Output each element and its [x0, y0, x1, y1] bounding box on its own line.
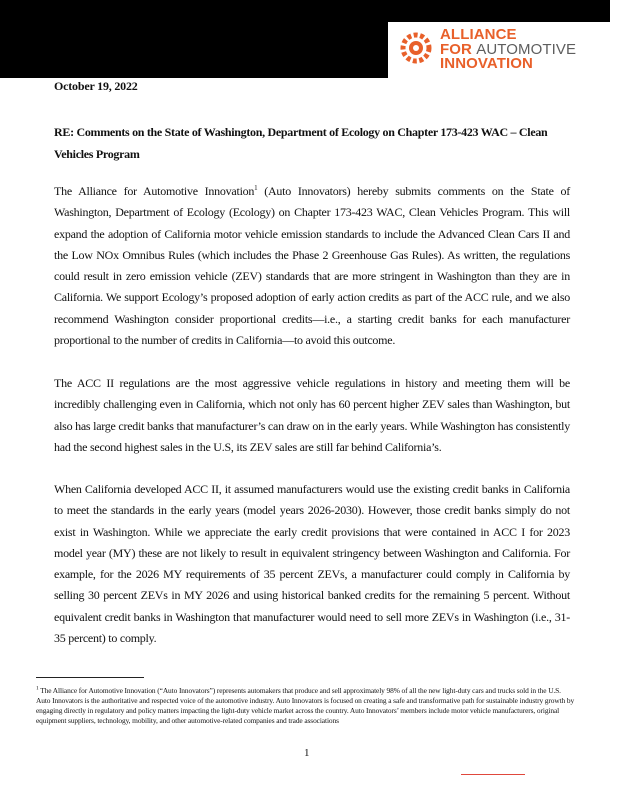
page-number: 1: [304, 747, 310, 759]
footnote-number: 1: [36, 685, 39, 692]
logo-line-3: INNOVATION: [440, 55, 533, 72]
paragraph-1-start: The Alliance for Automotive Innovation: [54, 184, 255, 198]
alliance-logo: [388, 22, 610, 78]
logo-line-2-prefix: FOR: [440, 40, 477, 58]
body-paragraph-1: [54, 181, 570, 351]
body-paragraph-2: The ACC II regulations are the most aggressive vehicle regulations in history and meeting them will be incredibly challenging even in California, which not only has 60 percent higher ZEV sales than Washington, but also has large credit banks that manufacturer’s can draw on in the early years. While Washington has consistently had the second highest sales in the U.S, its ZEV sales are still far behind California’s.: [54, 376, 570, 454]
paragraph-1-rest: (Auto Innovators) hereby submits comments on the State of Washington, Department of Ecology (Ecology) on Chapter 173-423 WAC, Clean Vehicles Program. This will expand the adoption of California motor vehicle emission standards to include the Advanced Clean Cars II and the Low NOx Omnibus Rules (which includes the Phase 2 Greenhouse Gas Rules). As written, the regulations could result in zero emission vehicle (ZEV) standards that are more stringent in Washington than they are in California. We support Ecology’s proposed adoption of early action credits as part of the ACC rule, and we also recommend Washington consider proportional credits—i.e., a starting credit banks for each manufacturer proportional to the number of credits in California—to avoid this outcome.: [54, 184, 570, 348]
letter-date: October 19, 2022: [54, 79, 138, 93]
gear-logo-icon: [400, 28, 432, 68]
logo-line-1: ALLIANCE: [440, 26, 517, 43]
footnote: [36, 686, 576, 726]
footnote-text: The Alliance for Automotive Innovation (“Auto Innovators”) represents automakers that produce and sell approximately 98% of all the new light-duty cars and trucks sold in the U.S. Auto Innovators is the authoritative and respected voice of the automotive industry. Auto Innovators is focused on creating a safe and transformative path for sustainable industry growth by engaging directly in regulatory and policy matters impacting the light-duty vehicle market across the country. Auto Innovators’ members include motor vehicle manufacturers, original equipment suppliers, technology, mobility, and other automotive-related companies and trade associations: [36, 686, 575, 725]
logo-line-2-suffix: AUTOMOTIVE: [476, 40, 577, 58]
footnote-reference: 1: [254, 184, 258, 192]
footer-accent-line: [461, 774, 525, 775]
footnote-divider: [36, 677, 144, 678]
logo-wordmark: [440, 28, 576, 72]
body-paragraph-3: When California developed ACC II, it assumed manufacturers would use the existing credit banks in California to meet the standards in the early years (model years 2026-2030). However, those credit banks simply do not exist in Washington. While we appreciate the early credit provisions that were contained in ACC I for 2023 model year (MY) these are not likely to result in equivalent stringency between Washington and California. For example, for the 2026 MY requirements of 35 percent ZEVs, a manufacturer could comply in California by selling 30 percent ZEVs in MY 2026 and using historical banked credits for the remaining 5 percent. Without equivalent credit banks in Washington that manufacturer would need to sell more ZEVs in Washington (i.e., 31-35 percent) to comply.: [54, 482, 570, 646]
letter-subject: RE: Comments on the State of Washington, Department of Ecology on Chapter 173-423 WAC – Clean Vehicles Program: [54, 125, 548, 161]
